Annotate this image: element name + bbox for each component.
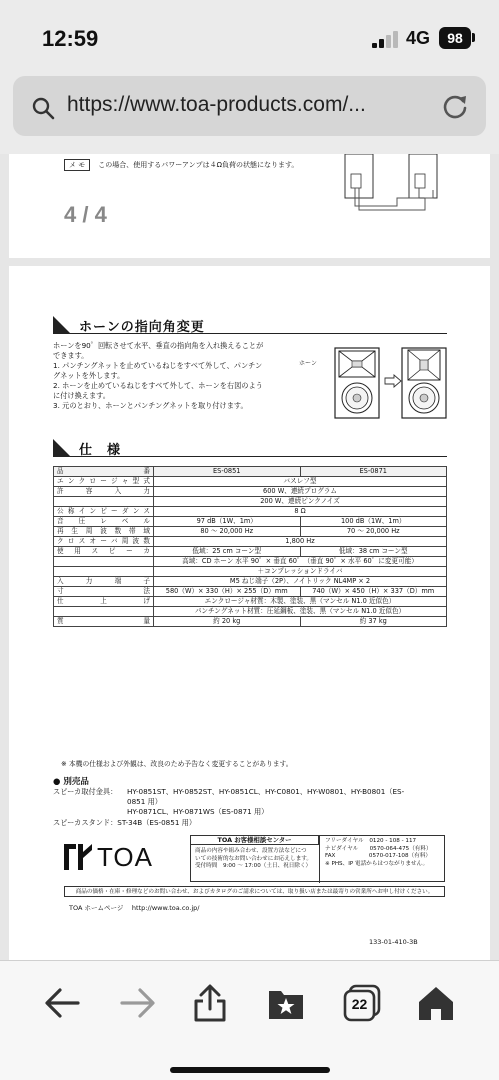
accessories-mount-label: スピーカ取付金具： xyxy=(53,787,118,796)
spec-row-label: 使 用 ス ピ ー カ xyxy=(54,547,154,557)
spec-note: ※ 本機の仕様および外観は、改良のため予告なく変更することがあります。 xyxy=(61,760,293,768)
spec-row-label: 許 容 入 力 xyxy=(54,487,154,497)
spec-row-label: エンクロージャ型式 xyxy=(54,477,154,487)
reload-icon[interactable] xyxy=(441,93,469,121)
spec-row-label: 仕 上 げ xyxy=(54,597,154,607)
horn-line: に付け換えます。 xyxy=(53,391,110,400)
spec-row xyxy=(54,527,447,537)
memo-text: この場合、使用するパワーアンプは４Ω負荷の状態になります。 xyxy=(98,161,299,169)
spec-row-value-a: 580（W）× 330（H）× 255（D）mm xyxy=(154,587,301,597)
support-center-box xyxy=(190,835,445,882)
spec-row-value: パンチングネット材質：圧延鋼板、塗装、黒（マンセル N1.0 近似色） xyxy=(154,607,447,617)
horn-line: ホーンを90゜回転させて水平、垂直の指向角を入れ換えることが xyxy=(53,341,264,350)
accessories-mount-line: 0851 用） xyxy=(127,797,162,806)
spec-row-value-a: 80 ～ 20,000 Hz xyxy=(154,527,301,537)
speaker-illustration-before xyxy=(334,347,380,419)
spec-table xyxy=(53,466,447,627)
spec-header-model-a: ES-0851 xyxy=(154,467,301,477)
spec-row-label: 音 圧 レ ベ ル xyxy=(54,517,154,527)
section-horn-heading xyxy=(53,316,447,334)
spec-row-value: エンクロージャ材質：木製、塗装、黒（マンセル N1.0 近似色） xyxy=(154,597,447,607)
share-icon[interactable] xyxy=(190,983,230,1023)
spec-header-row xyxy=(54,467,447,477)
spec-row-label: 質 量 xyxy=(54,617,154,627)
horn-line: 2. ホーンを止めているねじをすべて外して、ホーンを右図のよう xyxy=(53,381,263,390)
horn-line: 1. パンチングネットを止めているねじをすべて外して、パンチン xyxy=(53,361,263,370)
spec-row-label: クロスオーバ周波数 xyxy=(54,537,154,547)
back-arrow-icon[interactable] xyxy=(42,983,82,1023)
spec-row-value-a: 約 20 kg xyxy=(154,617,301,627)
accessories-mount-line: HY-0851ST、HY-0852ST、HY-0851CL、HY-C0801、HY-W0801、HY-B0801（ES- xyxy=(127,787,405,796)
accessories-stand: スピーカスタンド：ST-34B（ES-0851 用） xyxy=(53,818,197,827)
page-number: 4 / 4 xyxy=(64,202,107,227)
bookmarks-icon[interactable] xyxy=(266,983,306,1023)
memo-note xyxy=(64,159,298,171)
support-phone-line: FAX 0570-017-108（有料） xyxy=(325,853,431,859)
spec-row xyxy=(54,497,447,507)
spec-row-value-b: 740（W）× 450（H）× 337（D）mm xyxy=(300,587,447,597)
tabs-count: 22 xyxy=(351,996,368,1012)
support-phone-line: フリーダイヤル 0120 - 108 - 117 xyxy=(325,838,417,844)
tabs-button[interactable] xyxy=(342,983,382,1023)
spec-row xyxy=(54,607,447,617)
support-title: TOA お客様相談センター xyxy=(191,836,319,845)
forward-arrow-icon[interactable] xyxy=(118,983,158,1023)
url-text[interactable]: https://www.toa-products.com/... xyxy=(67,93,366,116)
address-bar[interactable] xyxy=(13,76,486,136)
spec-row xyxy=(54,477,447,487)
spec-row-value-b: 70 ～ 20,000 Hz xyxy=(300,527,447,537)
support-line: いての技術的なお問い合わせにお応えします。 xyxy=(195,855,313,862)
heading-triangle xyxy=(53,316,71,334)
memo-tag: メ モ xyxy=(64,159,90,171)
section-spec-heading xyxy=(53,439,447,457)
spec-row xyxy=(54,487,447,497)
pdf-page-current xyxy=(9,266,490,960)
spec-row-label xyxy=(54,567,154,577)
disclaimer-box: 商品の価格・在庫・修理などのお問い合わせ、およびカタログのご請求については、取り扱い店または最寄りの営業所へお申し付けください。 xyxy=(64,886,445,897)
spec-row-value: バスレフ型 xyxy=(154,477,447,487)
horn-line: できます。 xyxy=(53,351,89,360)
support-line: 商品の内容や組み合わせ、設置方法などにつ xyxy=(195,848,307,854)
heading-triangle xyxy=(53,439,71,457)
spec-row xyxy=(54,567,447,577)
accessories-mount-line: HY-0871CL、HY-0871WS（ES-0871 用） xyxy=(127,807,269,816)
spec-row-label xyxy=(54,497,154,507)
spec-row xyxy=(54,597,447,607)
horn-line: 3. 元のとおり、ホーンとパンチングネットを取り付けます。 xyxy=(53,401,248,410)
spec-row xyxy=(54,617,447,627)
spec-row xyxy=(54,537,447,547)
spec-row-value: 200 W、連続ピンクノイズ xyxy=(154,497,447,507)
spec-row-label: 入 力 端 子 xyxy=(54,577,154,587)
toa-logo-icon xyxy=(64,844,92,870)
horn-instructions xyxy=(53,341,263,411)
spec-row-value-b: 100 dB（1W、1m） xyxy=(300,517,447,527)
wiring-diagram xyxy=(337,154,457,214)
horn-line: グネットを外します。 xyxy=(53,371,125,380)
section-spec-title: 仕 様 xyxy=(79,443,122,458)
home-icon[interactable] xyxy=(416,983,456,1023)
search-icon xyxy=(31,96,55,120)
horn-figure-label: ホーン xyxy=(299,360,317,367)
spec-header-label: 品 番 xyxy=(54,467,154,477)
spec-row-value-b: 約 37 kg xyxy=(300,617,447,627)
spec-row xyxy=(54,557,447,567)
support-phone-line: ナビダイヤル 0570-064-475（有料） xyxy=(325,845,432,852)
arrow-right-icon xyxy=(384,374,402,388)
spec-row-value-b: 低域：38 cm コーン型 xyxy=(300,547,447,557)
spec-row-label: 再 生 周 波 数 帯 域 xyxy=(54,527,154,537)
pdf-page-previous xyxy=(9,154,490,258)
support-description xyxy=(195,848,312,871)
browser-address-area xyxy=(0,72,499,154)
spec-row-value: 600 W、連続プログラム xyxy=(154,487,447,497)
browser-toolbar xyxy=(0,960,499,1080)
spec-row xyxy=(54,507,447,517)
homepage-link[interactable]: TOA ホームページ http://www.toa.co.jp/ xyxy=(69,904,200,912)
spec-row-label xyxy=(54,557,154,567)
spec-row-value: 8 Ω xyxy=(154,507,447,517)
spec-row-value-a: 97 dB（1W、1m） xyxy=(154,517,301,527)
spec-row-label: 寸 法 xyxy=(54,587,154,597)
spec-row-value-a: 低域：25 cm コーン型 xyxy=(154,547,301,557)
support-contacts xyxy=(325,838,432,868)
spec-row-value: 高域：CD ホーン 水平 90゜× 垂直 60゜（垂直 90゜× 水平 60゜に変更可能） xyxy=(154,557,447,567)
toa-logo-text: TOA xyxy=(97,842,153,872)
battery-icon: 98 xyxy=(439,27,471,49)
support-divider xyxy=(319,836,320,883)
support-line: 受付時間 9:00 ～ 17:00（土日、祝日除く） xyxy=(195,863,312,869)
spec-row xyxy=(54,577,447,587)
status-bar xyxy=(0,0,499,72)
speaker-illustration-after xyxy=(401,347,447,419)
document-number: 133-01-410-3B xyxy=(369,938,418,946)
spec-row-value: ＋コンプレッションドライバ xyxy=(154,567,447,577)
accessories-title: ● 別売品 xyxy=(53,777,89,787)
spec-row-value: 1,800 Hz xyxy=(154,537,447,547)
battery-nub xyxy=(472,33,475,42)
signal-icon xyxy=(372,30,402,48)
pdf-viewer[interactable] xyxy=(0,154,499,960)
section-horn-title: ホーンの指向角変更 xyxy=(79,320,205,335)
network-type: 4G xyxy=(406,28,431,48)
support-phone-line: ※ PHS、IP 電話からはつながりません。 xyxy=(325,860,429,867)
spec-row-value: M5 ねじ端子（2P）、ノイトリック NL4MP × 2 xyxy=(154,577,447,587)
spec-row-label xyxy=(54,607,154,617)
spec-row xyxy=(54,517,447,527)
status-time: 12:59 xyxy=(42,26,99,51)
spec-header-model-b: ES-0871 xyxy=(300,467,447,477)
spec-row-label: 公称インピーダンス xyxy=(54,507,154,517)
spec-row xyxy=(54,587,447,597)
home-indicator xyxy=(170,1067,330,1073)
spec-row xyxy=(54,547,447,557)
